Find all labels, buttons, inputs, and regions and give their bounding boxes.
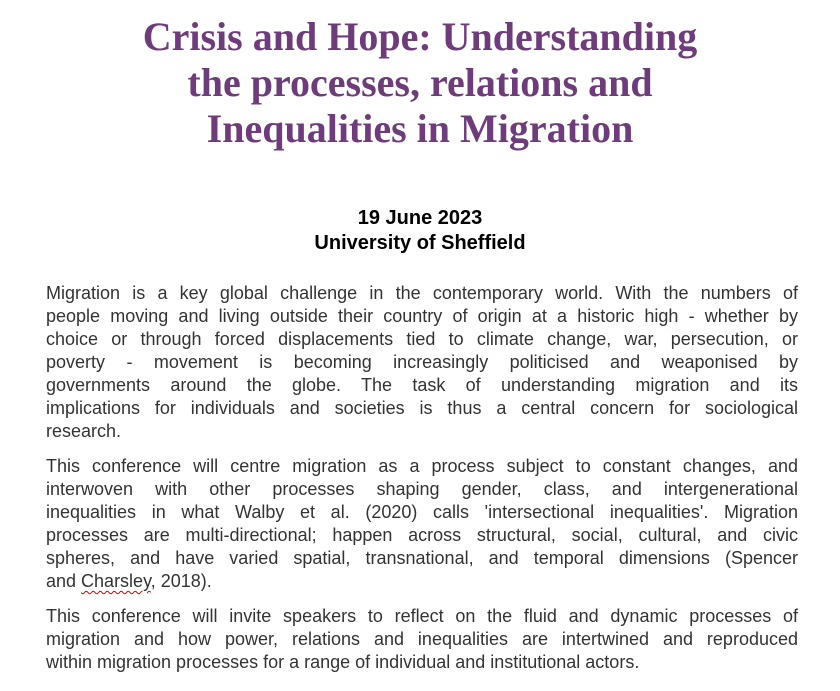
text-line: people moving and living outside their country of origin at a historic high - whether by — [46, 306, 798, 326]
title-line: the processes, relations and — [187, 60, 653, 105]
text-line: processes are multi-directional; happen across structural, social, cultural, and civic — [46, 525, 798, 545]
event-date: 19 June 2023 — [357, 207, 483, 229]
paragraph-speakers — [46, 605, 798, 674]
text-line: governments around the globe. The task of understanding migration and its — [46, 375, 798, 395]
text-line: migration and how power, relations and inequalities are intertwined and reproduced — [46, 629, 798, 649]
text-line: choice or through forced displacements tied to climate change, war, persecution, or — [46, 329, 798, 349]
paragraph-intro — [46, 282, 798, 443]
page-title — [40, 14, 800, 152]
text-line: inequalities in what Walby et al. (2020) calls 'intersectional inequalities'. Migration — [46, 502, 798, 522]
text-line: within migration processes for a range of individual and institutional actors. — [46, 652, 640, 672]
body-text — [46, 282, 798, 686]
text-fragment: and — [46, 571, 82, 591]
text-line: interwoven with other processes shaping gender, class, and intergenerational — [46, 479, 798, 499]
event-venue: University of Sheffield — [314, 232, 526, 254]
spellcheck-flagged-word[interactable]: Charsley — [81, 571, 151, 591]
text-line: Migration is a key global challenge in the contemporary world. With the numbers of — [46, 283, 798, 303]
text-fragment: , 2018). — [150, 571, 212, 591]
text-line: This conference will invite speakers to reflect on the fluid and dynamic processes of — [46, 606, 798, 626]
text-line: implications for individuals and societies is thus a central concern for sociological — [46, 398, 798, 418]
event-details — [40, 206, 800, 256]
text-line — [46, 570, 798, 593]
title-line: Inequalities in Migration — [206, 106, 634, 151]
text-line: poverty - movement is becoming increasingly politicised and weaponised by — [46, 352, 798, 372]
text-line: research. — [46, 421, 122, 441]
text-line: This conference will centre migration as a process subject to constant changes, and — [46, 456, 798, 476]
title-line: Crisis and Hope: Understanding — [142, 14, 698, 59]
paragraph-conference-focus — [46, 455, 798, 593]
text-line: spheres, and have varied spatial, transnational, and temporal dimensions (Spencer — [46, 548, 798, 568]
